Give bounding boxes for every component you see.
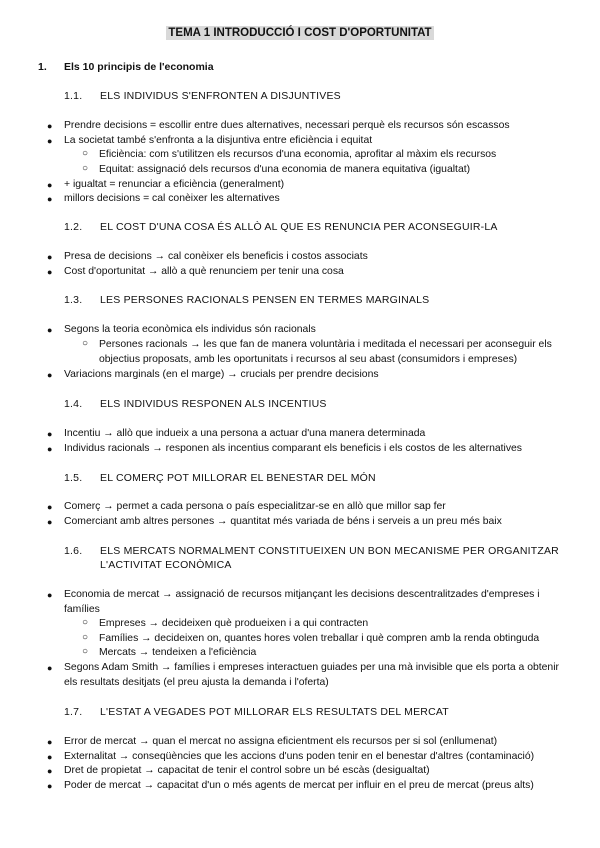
- list-item: ● Cost d'oportunitat → allò a què renunciem per tenir una cosa: [64, 265, 574, 280]
- circle-bullet-icon: ○: [82, 646, 89, 657]
- list-item: ● millors decisions = cal conèixer les alternatives: [64, 192, 574, 207]
- sub-list-item: ○ Eficiència: com s'utilitzen els recursos d'una economia, aprofitar al màxim els recursos: [82, 148, 497, 160]
- main-heading: [38, 61, 214, 73]
- section-heading-1-4: 1.4. ELS INDIVIDUS RESPONEN ALS INCENTIUS: [64, 398, 327, 410]
- section-heading-1-6: 1.6. ELS MERCATS NORMALMENT CONSTITUEIXEN UN BON MECANISME PER ORGANITZAR L'ACTIVITAT ECONÒMICA: [64, 545, 559, 571]
- bullet-icon: ●: [47, 194, 53, 204]
- main-heading-number: 1.: [38, 61, 47, 73]
- bullet-icon: ●: [47, 752, 53, 762]
- list-item: ● La societat també s'enfronta a la disjuntiva entre eficiència i equitat: [64, 134, 574, 149]
- section-heading-1-7: 1.7. L'ESTAT A VEGADES POT MILLORAR ELS RESULTATS DEL MERCAT: [64, 706, 449, 718]
- section-heading-1-2: 1.2. EL COST D'UNA COSA ÉS ALLÒ AL QUE ES RENUNCIA PER ACONSEGUIR-LA: [64, 221, 498, 233]
- bullet-icon: ●: [47, 136, 53, 146]
- list-item: ● Variacions marginals (en el marge) → crucials per prendre decisions: [64, 368, 574, 383]
- document-title: TEMA 1 INTRODUCCIÓ I COST D'OPORTUNITAT: [168, 27, 432, 39]
- bullet-icon: ●: [47, 370, 53, 380]
- bullet-icon: ●: [47, 267, 53, 277]
- bullet-icon: ●: [47, 781, 53, 791]
- bullet-icon: ●: [47, 737, 53, 747]
- list-item: ● Error de mercat → quan el mercat no assigna eficientment els recursos per si sol (enllumenat): [64, 735, 574, 750]
- bullet-icon: ●: [47, 590, 53, 600]
- list-item: ● Individus racionals → responen als incentius comparant els beneficis i els costos de les alternatives: [64, 442, 574, 457]
- section-heading-1-3: 1.3. LES PERSONES RACIONALS PENSEN EN TERMES MARGINALS: [64, 294, 430, 306]
- section-heading-1-5: 1.5. EL COMERÇ POT MILLORAR EL BENESTAR DEL MÓN: [64, 472, 376, 484]
- bullet-icon: ●: [47, 517, 53, 527]
- list-item: ● Segons Adam Smith → famílies i empreses interactuen guiades per una mà invisible que els porta a obtenir els resultats desitjats (el preu ajusta la demanda i l'oferta): [47, 662, 559, 688]
- bullet-icon: ●: [47, 180, 53, 190]
- main-heading-text: Els 10 principis de l'economia: [64, 61, 214, 73]
- circle-bullet-icon: ○: [82, 338, 89, 349]
- list-item: ● Comerciant amb altres persones → quantitat més variada de béns i serveis a un preu més baix: [64, 515, 574, 530]
- sub-list-item: ○ Mercats → tendeixen a l'eficiència: [82, 646, 257, 658]
- list-item: ● Externalitat → conseqüències que les accions d'uns poden tenir en el benestar d'altres (contaminació): [64, 750, 574, 765]
- bullet-icon: ●: [47, 663, 53, 673]
- list-item: ● Dret de propietat → capacitat de tenir el control sobre un bé escàs (desigualtat): [64, 764, 574, 779]
- list-item: ● Poder de mercat → capacitat d'un o més agents de mercat per influir en el preu de mercat (preus alts): [64, 779, 574, 794]
- list-item: ● Economia de mercat → assignació de recursos mitjançant les decisions descentralitzades d'empreses i famílies: [47, 589, 540, 615]
- circle-bullet-icon: ○: [82, 617, 89, 628]
- section-heading-1-1: 1.1. ELS INDIVIDUS S'ENFRONTEN A DISJUNTIVES: [64, 90, 341, 102]
- sub-list-item: ○ Equitat: assignació dels recursos d'una economia de manera equitativa (igualtat): [82, 163, 471, 175]
- circle-bullet-icon: ○: [82, 148, 89, 159]
- sub-list-item: ○ Empreses → decideixen què produeixen i a qui contracten: [82, 617, 369, 629]
- list-item: ● Comerç → permet a cada persona o país especialitzar-se en allò que millor sap fer: [64, 500, 574, 515]
- bullet-icon: ●: [47, 252, 53, 262]
- list-item: ● Presa de decisions → cal conèixer els beneficis i costos associats: [64, 250, 574, 265]
- bullet-icon: ●: [47, 444, 53, 454]
- list-item: ● Incentiu → allò que indueix a una persona a actuar d'una manera determinada: [64, 427, 574, 442]
- list-item: ● Prendre decisions = escollir entre dues alternatives, necessari perquè els recursos són escassos: [64, 119, 574, 134]
- list-item: ● + igualtat = renunciar a eficiència (generalment): [64, 178, 574, 193]
- bullet-icon: ●: [47, 121, 53, 131]
- circle-bullet-icon: ○: [82, 163, 89, 174]
- list-item: ● Segons la teoria econòmica els individus són racionals: [64, 323, 574, 338]
- bullet-icon: ●: [47, 502, 53, 512]
- bullet-icon: ●: [47, 766, 53, 776]
- bullet-icon: ●: [47, 325, 53, 335]
- circle-bullet-icon: ○: [82, 632, 89, 643]
- bullet-icon: ●: [47, 429, 53, 439]
- sub-list-item: ○ Persones racionals → les que fan de manera voluntària i meditada el necessari per aconseguir els objectius proposats, amb les oportunitats i recursos al seu abast (consumidors i empreses): [82, 338, 552, 365]
- sub-list-item: ○ Famílies → decideixen on, quantes hores volen treballar i què compren amb la renda obtinguda: [82, 632, 540, 644]
